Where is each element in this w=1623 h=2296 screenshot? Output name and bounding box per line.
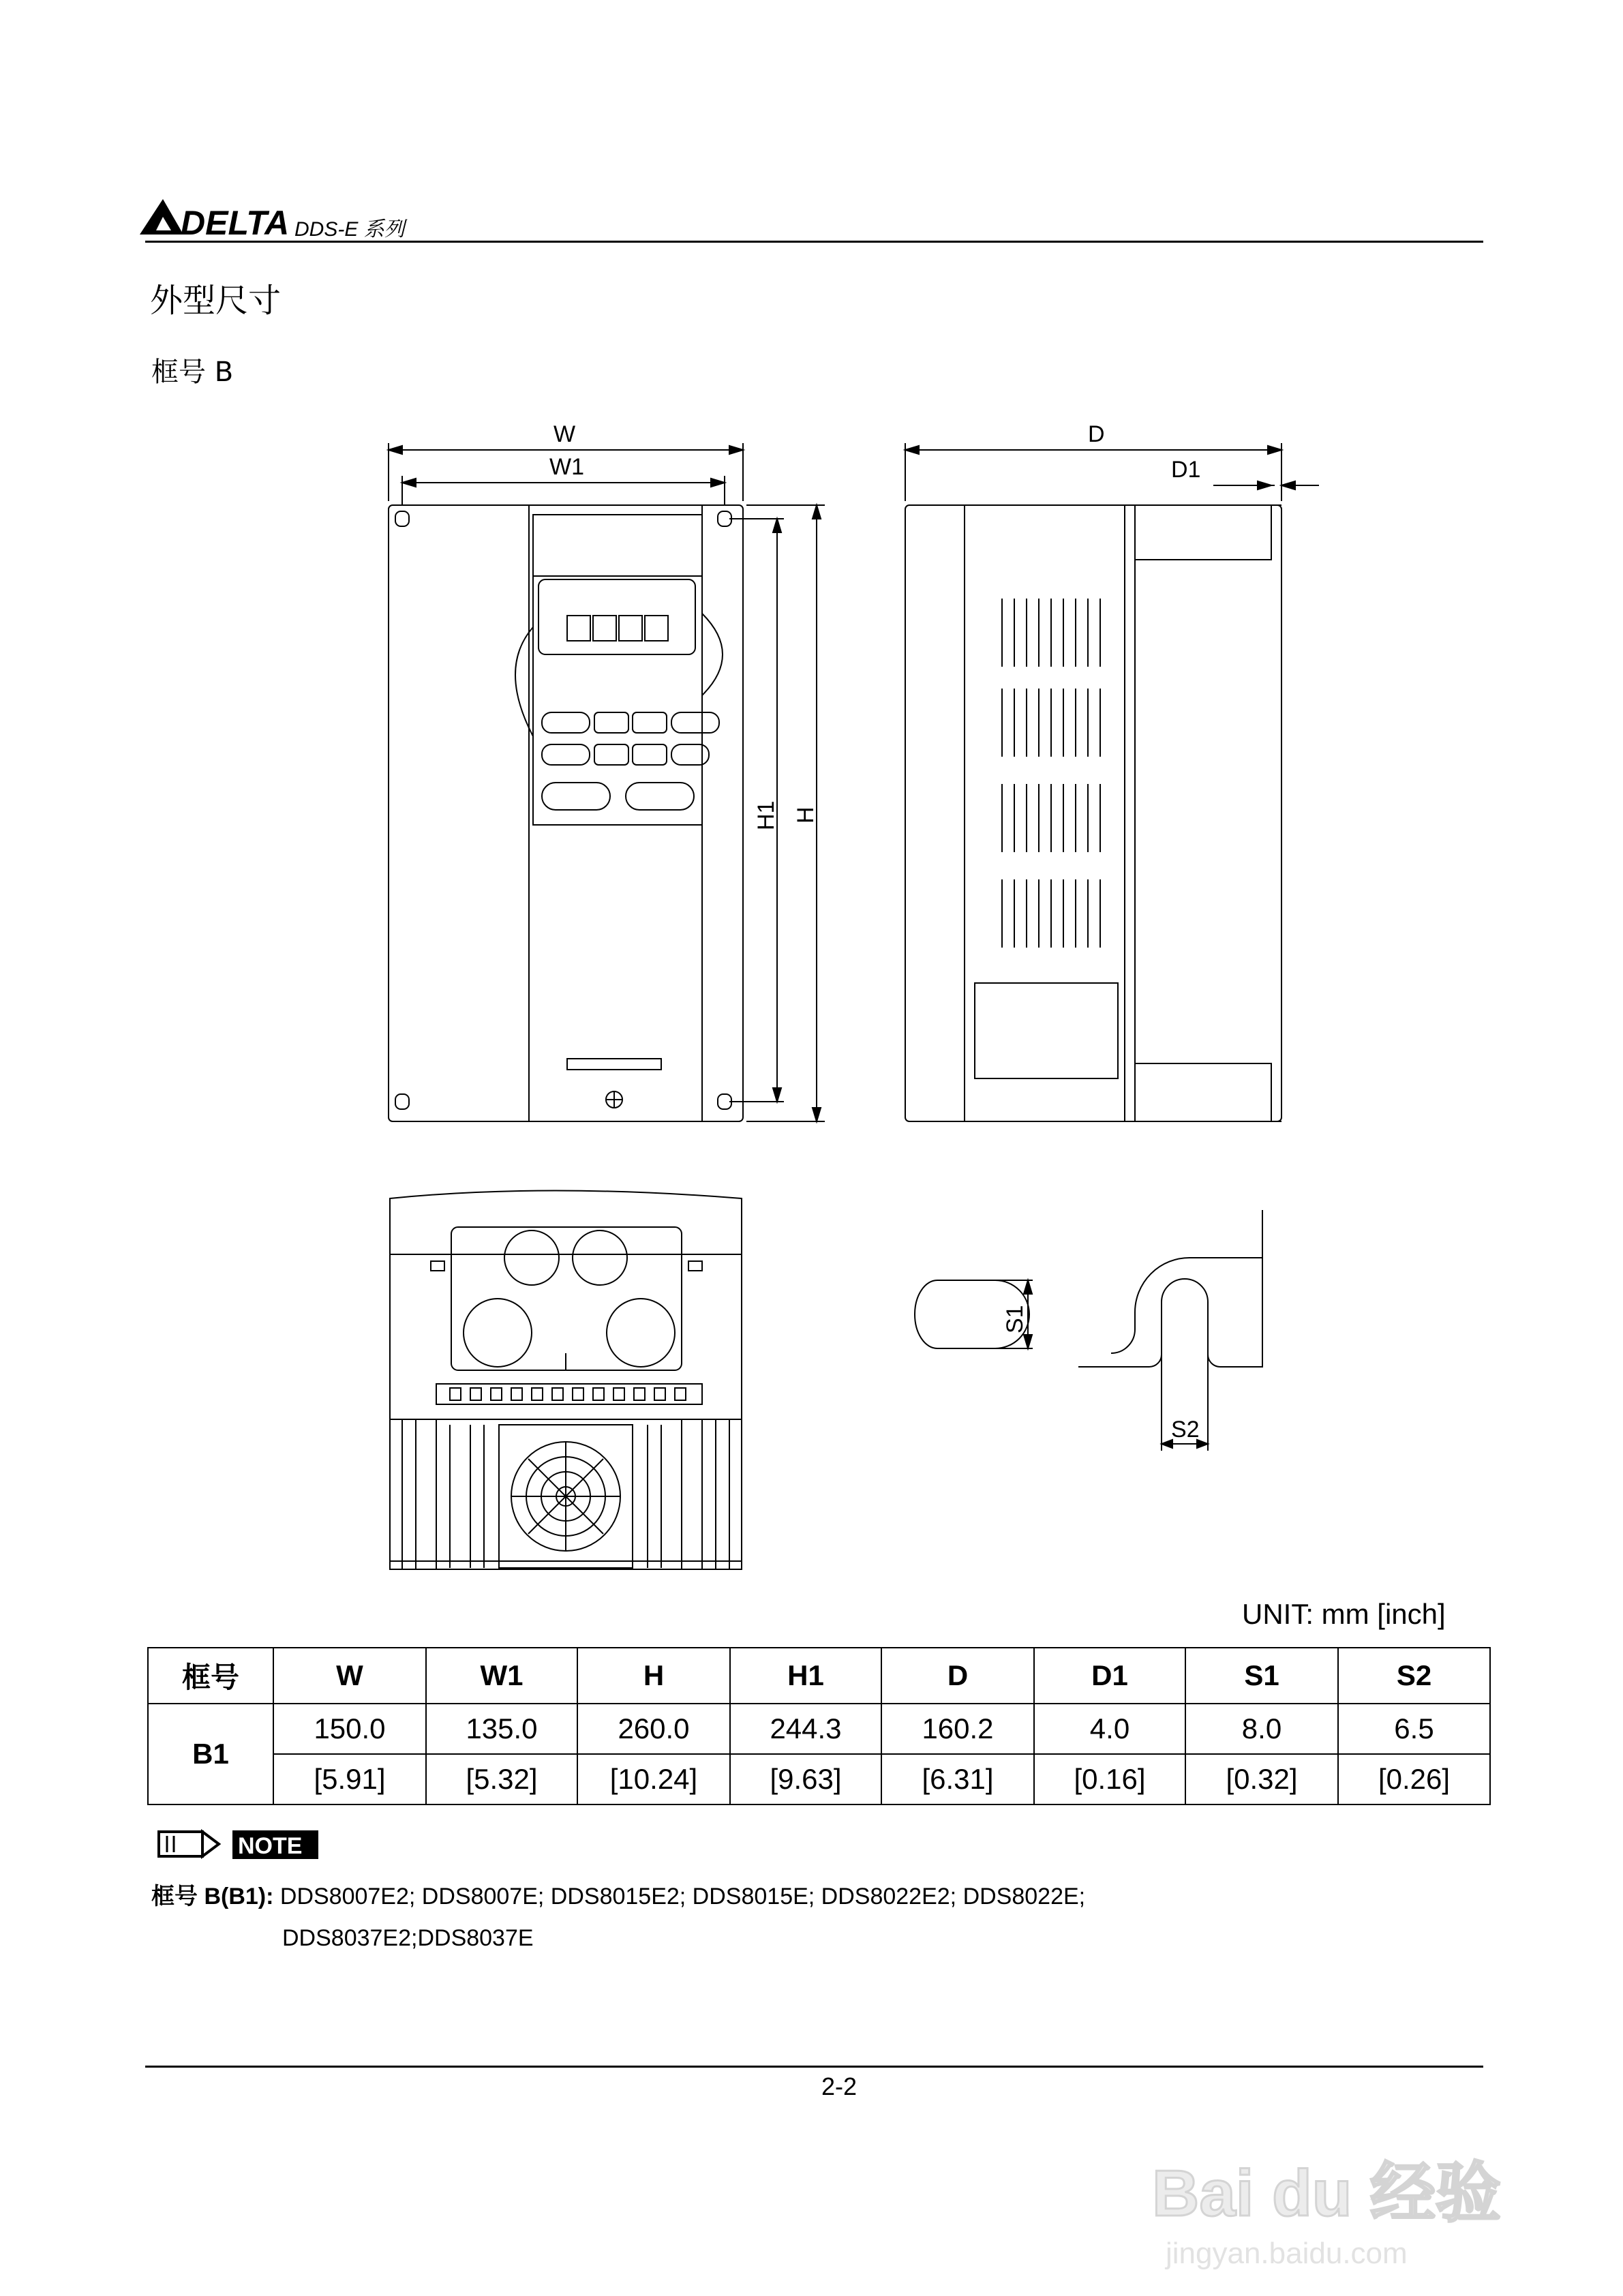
dim-s1-label: S1 — [1002, 1305, 1028, 1333]
table-header-row — [148, 1648, 1490, 1704]
cell-d1-mm: 4.0 — [1034, 1704, 1185, 1754]
header-s2: S2 — [1338, 1648, 1490, 1704]
table-row — [148, 1754, 1490, 1804]
watermark-brand: Bai du 经验 — [1152, 2157, 1502, 2230]
dim-h-label: H — [793, 806, 819, 824]
cell-w-mm: 150.0 — [273, 1704, 426, 1754]
pencil-icon — [159, 1832, 202, 1856]
note-line-2: DDS8037E2;DDS8037E — [282, 1925, 534, 1951]
note-badge — [153, 1826, 320, 1862]
header-h: H — [577, 1648, 730, 1704]
cell-d1-inch: [0.16] — [1034, 1754, 1185, 1804]
table-row — [148, 1704, 1490, 1754]
note-prefix: 框号 B(B1): — [151, 1884, 274, 1909]
brand-text: DELTA — [181, 204, 290, 237]
cell-h1-mm: 244.3 — [730, 1704, 881, 1754]
cell-h1-inch: [9.63] — [730, 1754, 881, 1804]
note-line-1 — [151, 1877, 1085, 1911]
series-label: DDS-E 系列 — [294, 218, 405, 241]
section-title: 外型尺寸 — [150, 282, 282, 320]
cell-h-mm: 260.0 — [577, 1704, 730, 1754]
s2-detail — [1078, 1210, 1262, 1451]
frame-label: 框号 B — [151, 357, 234, 388]
footer-rule — [145, 2066, 1483, 2068]
vent-slots — [1002, 599, 1100, 948]
dim-d1-label: D1 — [1171, 457, 1201, 483]
dim-h1-label: H1 — [753, 800, 779, 830]
dim-d-label: D — [1088, 421, 1105, 447]
header-w1: W1 — [426, 1648, 577, 1704]
note-badge-text: NOTE — [238, 1833, 303, 1859]
header-d1: D1 — [1034, 1648, 1185, 1704]
note-models-1: DDS8007E2; DDS8007E; DDS8015E2; DDS8015E; DDS8022E2; DDS8022E; — [273, 1884, 1086, 1909]
header-h1: H1 — [730, 1648, 881, 1704]
page-number: 2-2 — [821, 2072, 858, 2100]
unit-label: UNIT: mm [inch] — [1242, 1598, 1446, 1630]
side-view — [905, 443, 1319, 1121]
cell-w-inch: [5.91] — [273, 1754, 426, 1804]
front-view — [389, 443, 825, 1121]
cell-d-mm: 160.2 — [881, 1704, 1034, 1754]
watermark-url: jingyan.baidu.com — [1166, 2237, 1408, 2270]
header-s1: S1 — [1185, 1648, 1338, 1704]
cell-s2-mm: 6.5 — [1338, 1704, 1490, 1754]
dimension-table — [147, 1647, 1491, 1805]
cell-s1-mm: 8.0 — [1185, 1704, 1338, 1754]
cell-h-inch: [10.24] — [577, 1754, 730, 1804]
dim-w1-label: W1 — [549, 454, 584, 480]
cell-s2-inch: [0.26] — [1338, 1754, 1490, 1804]
cell-s1-inch: [0.32] — [1185, 1754, 1338, 1804]
header-d: D — [881, 1648, 1034, 1704]
dim-w-label: W — [553, 421, 576, 447]
baidu-watermark — [1152, 2141, 1534, 2277]
model-cell: B1 — [148, 1704, 273, 1804]
cell-d-inch: [6.31] — [881, 1754, 1034, 1804]
header-w: W — [273, 1648, 426, 1704]
dim-s2-label: S2 — [1171, 1417, 1200, 1442]
bottom-view — [390, 1191, 742, 1570]
cell-w1-inch: [5.32] — [426, 1754, 577, 1804]
header-frame: 框号 — [148, 1648, 273, 1704]
cell-w1-mm: 135.0 — [426, 1704, 577, 1754]
